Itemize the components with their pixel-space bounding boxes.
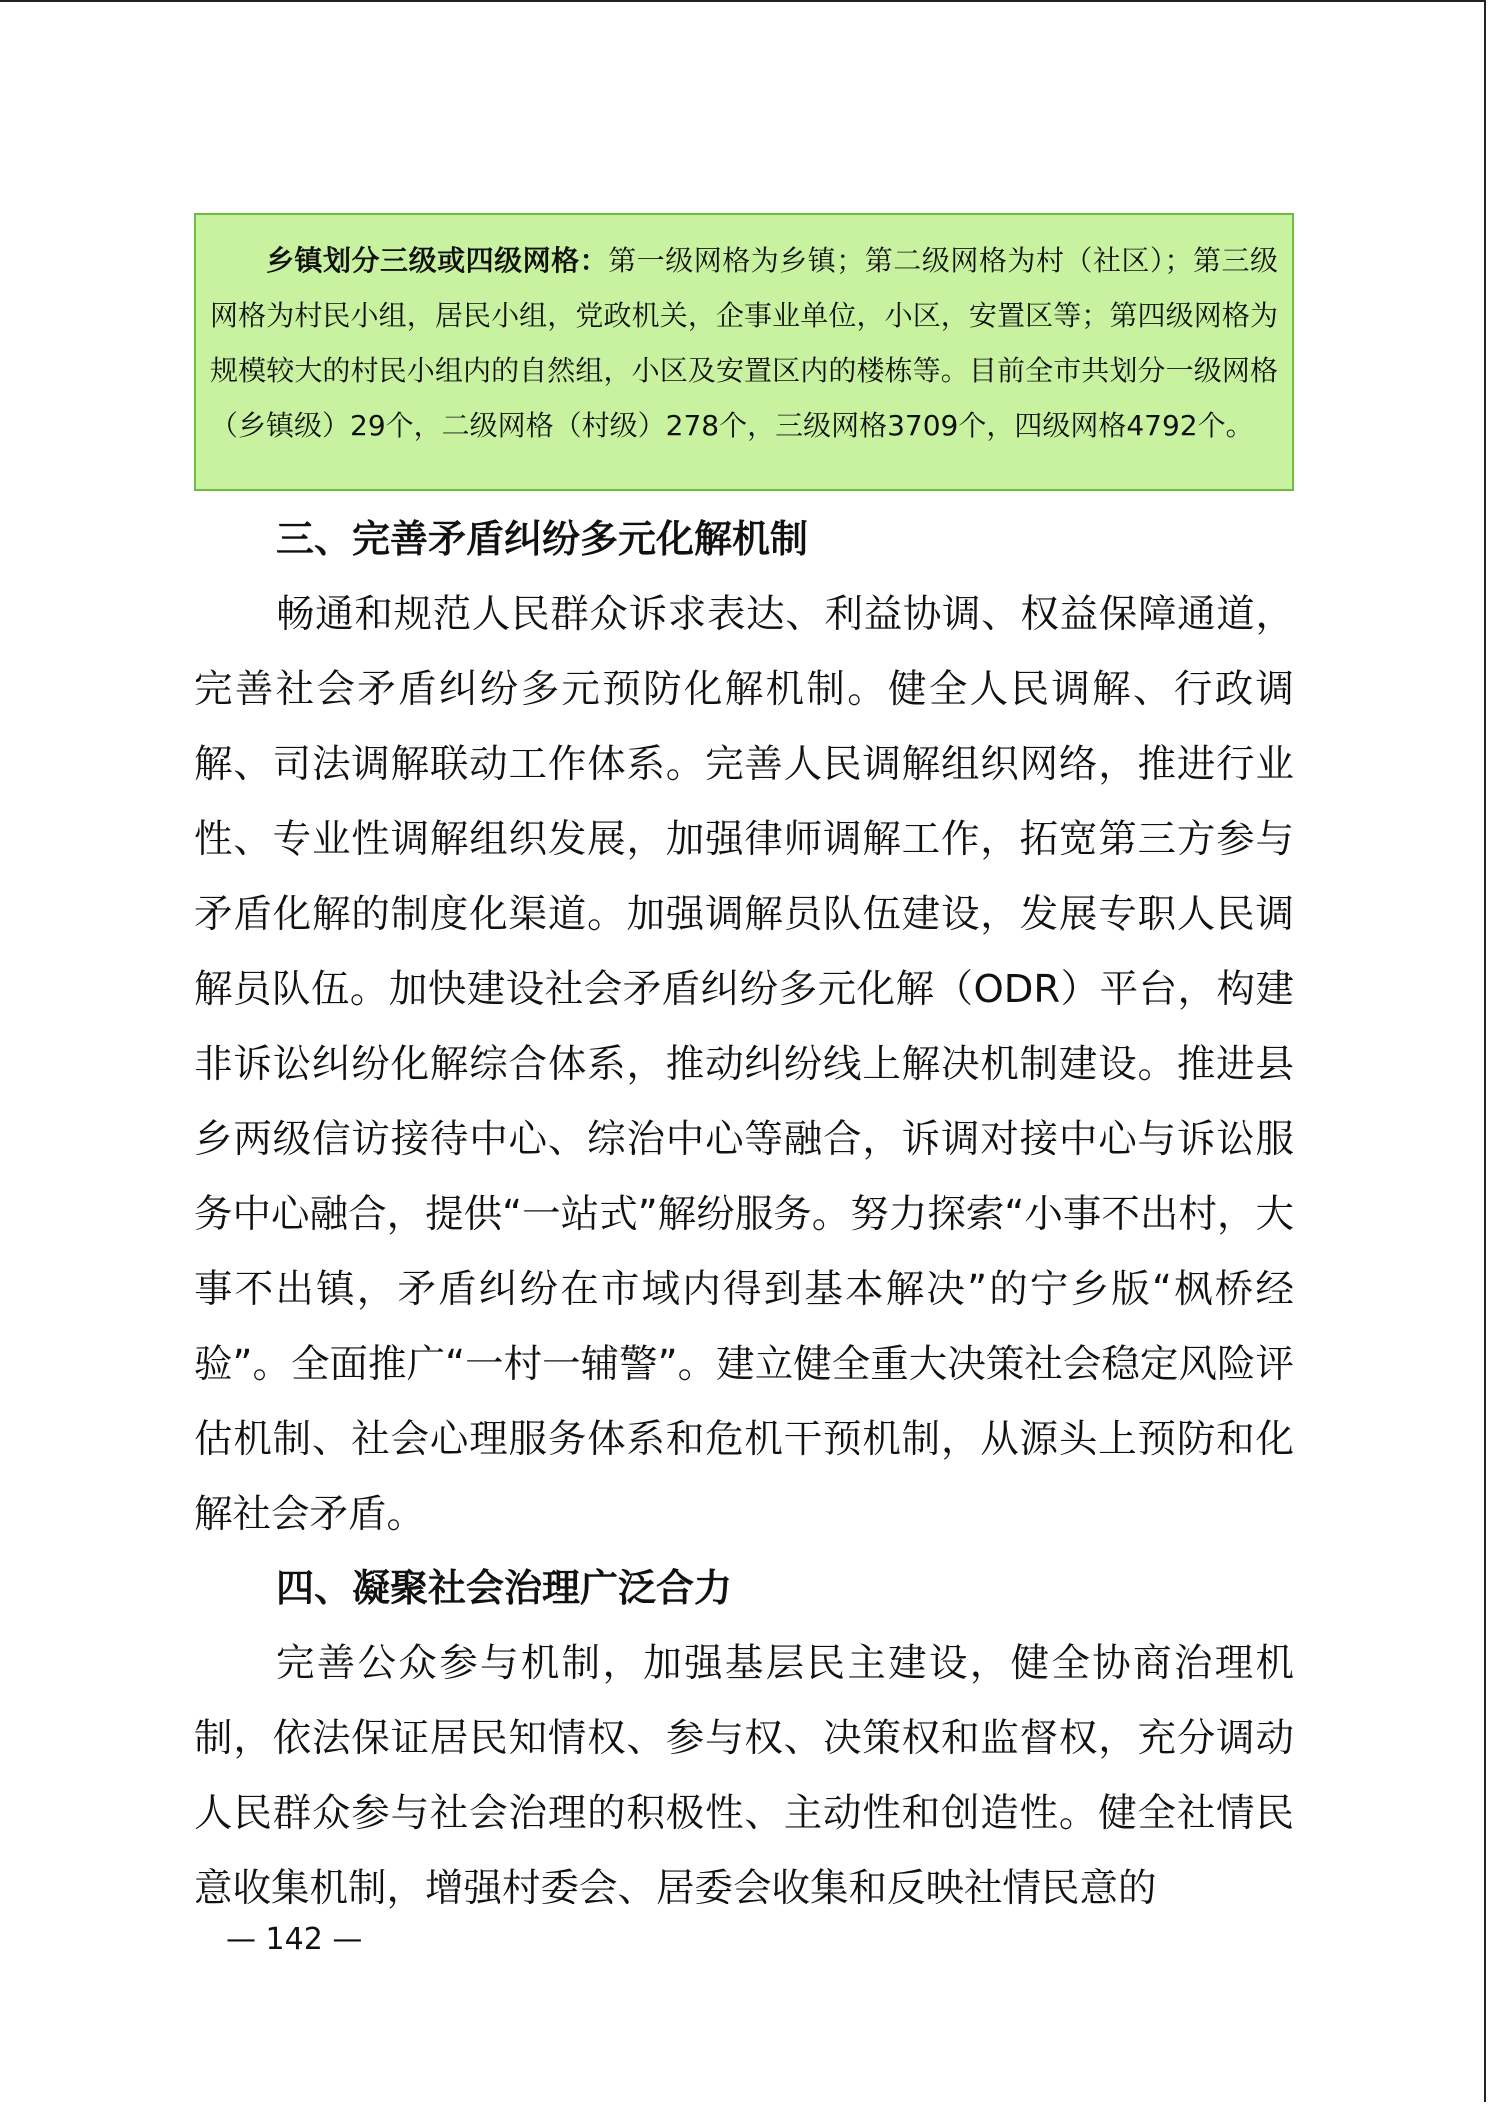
info-callout-box (194, 213, 1294, 491)
section-paragraph-3: 畅通和规范人民群众诉求表达、利益协调、权益保障通道，完善社会矛盾纠纷多元预防化解机制。健全人民调解、行政调解、司法调解联动工作体系。完善人民调解组织网络，推进行业性、专业性调解组织发展，加强律师调解工作，拓宽第三方参与矛盾化解的制度化渠道。加强调解员队伍建设，发展专职人民调解员队伍。加快建设社会矛盾纠纷多元化解（ODR）平台，构建非诉讼纠纷化解综合体系，推动纠纷线上解决机制建设。推进县乡两级信访接待中心、综治中心等融合，诉调对接中心与诉讼服务中心融合，提供“一站式”解纷服务。努力探索“小事不出村，大事不出镇，矛盾纠纷在市域内得到基本解决”的宁乡版“枫桥经验”。全面推广“一村一辅警”。建立健全重大决策社会稳定风险评估机制、社会心理服务体系和危机干预机制，从源头上预防和化解社会矛盾。 (194, 592, 1294, 1537)
section-paragraph-4: 完善公众参与机制，加强基层民主建设，健全协商治理机制，依法保证居民知情权、参与权、决策权和监督权，充分调动人民群众参与社会治理的积极性、主动性和创造性。健全社情民意收集机制，增强村委会、居委会收集和反映社情民意的 (194, 1641, 1294, 1911)
callout-body: 第一级网格为乡镇；第二级网格为村（社区）；第三级网格为村民小组，居民小组，党政机关，企事业单位，小区，安置区等；第四级网格为规模较大的村民小组内的自然组，小区及安置区内的楼栋等。目前全市共划分一级网格（乡镇级）29个，二级网格（村级）278个，三级网格3709个，四级网格4792个。 (210, 244, 1278, 442)
section-heading-4: 四、凝聚社会治理广泛合力 (276, 1566, 733, 1610)
callout-lead: 乡镇划分三级或四级网格： (266, 244, 609, 277)
page-number: — 142 — (226, 1922, 363, 1957)
section-heading-3: 三、完善矛盾纠纷多元化解机制 (276, 517, 809, 561)
